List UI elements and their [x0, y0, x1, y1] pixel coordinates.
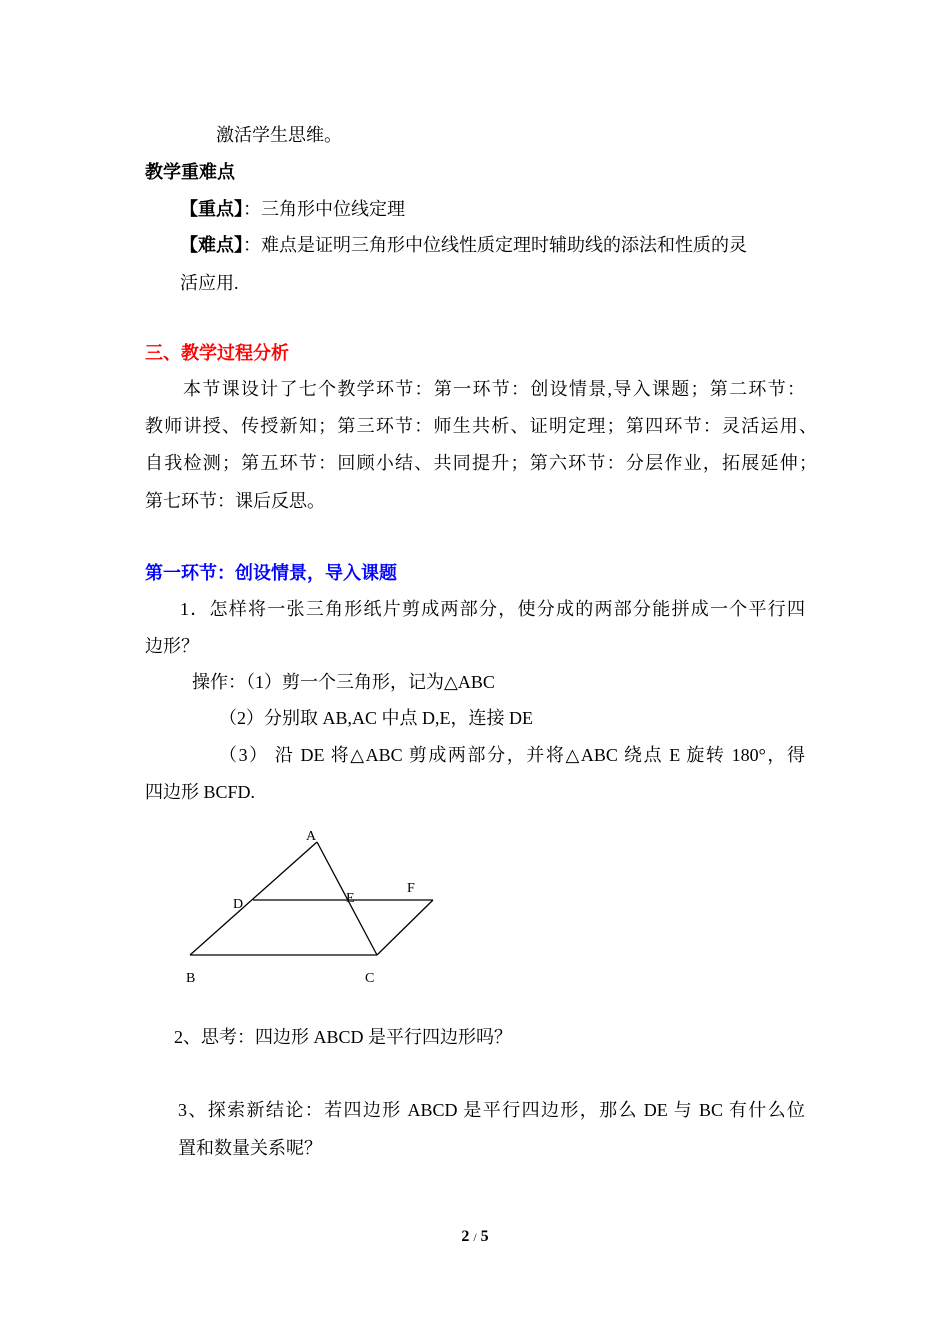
process-paragraph-line-1: 本节课设计了七个教学环节：第一环节：创设情景,导入课题；第二环节： — [183, 379, 805, 399]
process-paragraph-line-4: 第七环节：课后反思。 — [145, 491, 325, 511]
intro-tail-text: 激活学生思维。 — [216, 125, 342, 145]
page-separator: / — [473, 1230, 477, 1244]
geometry-figure — [180, 820, 450, 995]
process-paragraph-line-2: 教师讲授、传授新知；第三环节：师生共析、证明定理；第四环节：灵活运用、 — [145, 416, 817, 436]
segment-cf — [377, 900, 433, 955]
operation-step-2: （2）分别取 AB,AC 中点 D,E，连接 DE — [219, 708, 533, 728]
point-label-c: C — [365, 971, 375, 986]
point-label-f: F — [407, 881, 415, 896]
question3-line-2: 置和数量关系呢？ — [178, 1138, 322, 1158]
point-label-a: A — [306, 829, 317, 844]
total-pages: 5 — [480, 1228, 489, 1245]
focus-text: ：三角形中位线定理 — [243, 199, 405, 219]
process-paragraph-line-3: 自我检测；第五环节：回顾小结、共同提升；第六环节：分层作业，拓展延伸； — [145, 453, 817, 473]
process-heading: 三、教学过程分析 — [145, 343, 289, 363]
question2: 2、思考：四边形 ABCD 是平行四边形吗？ — [174, 1027, 513, 1047]
question1-line-2: 边形？ — [145, 636, 199, 656]
difficulty-text: ：难点是证明三角形中位线性质定理时辅助线的添法和性质的灵 — [243, 235, 747, 255]
point-label-b: B — [186, 971, 196, 986]
segment-ab — [190, 842, 317, 955]
current-page: 2 — [461, 1228, 470, 1245]
key-points-heading: 教学重难点 — [145, 162, 235, 182]
point-label-d: D — [233, 897, 244, 912]
point-label-e: E — [346, 891, 355, 906]
question3-line-1: 3、探索新结论：若四边形 ABCD 是平行四边形，那么 DE 与 BC 有什么位 — [178, 1100, 805, 1120]
question1-line-1: 1．怎样将一张三角形纸片剪成两部分，使分成的两部分能拼成一个平行四 — [180, 599, 805, 619]
difficulty-line — [180, 233, 747, 257]
focus-label: 【重点】 — [180, 199, 243, 219]
operation-step-1: 操作：（1）剪一个三角形，记为△ABC — [192, 672, 495, 692]
difficulty-text-cont: 活应用. — [180, 273, 239, 293]
section1-heading: 第一环节：创设情景，导入课题 — [145, 563, 397, 583]
page-number — [0, 1228, 950, 1246]
operation-step-3-line-1: （3） 沿 DE 将△ABC 剪成两部分，并将△ABC 绕点 E 旋转 180°，得 — [219, 745, 805, 765]
difficulty-label: 【难点】 — [180, 235, 243, 255]
focus-line — [180, 197, 405, 221]
operation-step-3-line-2: 四边形 BCFD. — [145, 782, 256, 802]
